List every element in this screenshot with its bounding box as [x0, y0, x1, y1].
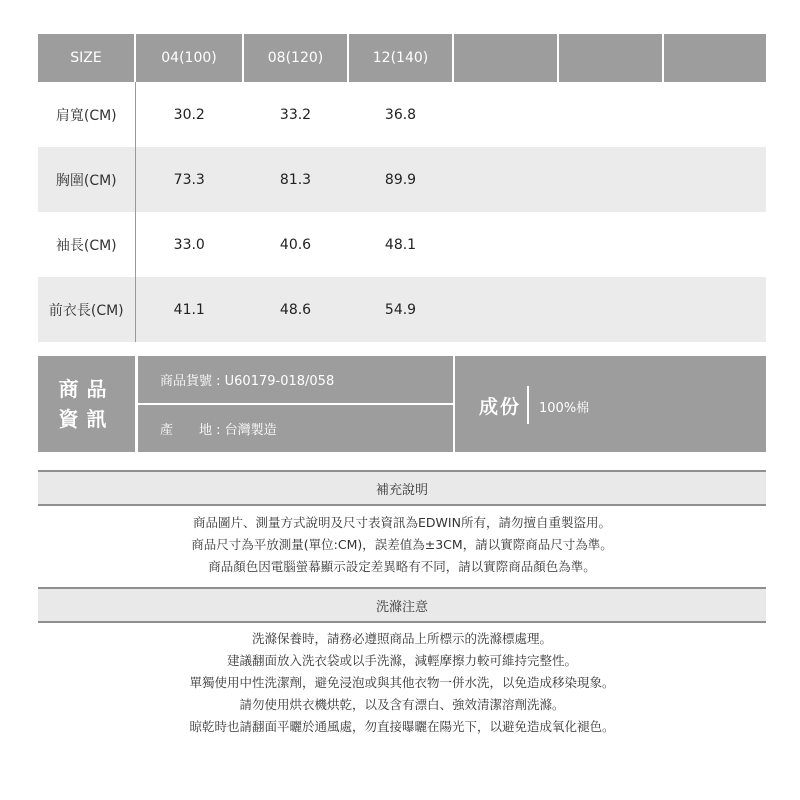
product-origin: 產 地 : 台灣製造 [138, 405, 453, 452]
table-cell: 48.1 [384, 236, 417, 253]
composition-panel [455, 356, 766, 452]
header-cell-size-04: 04(100) [135, 34, 243, 82]
table-cell-empty [558, 212, 663, 277]
supplement-line: 商品尺寸為平放測量(單位:CM)，誤差值為±3CM，請以實際商品尺寸為準。 [191, 537, 613, 552]
table-cell-empty [663, 147, 766, 212]
table-cell: 73.3 [135, 147, 243, 212]
table-cell-empty [558, 82, 663, 147]
table-cell-empty [663, 212, 766, 277]
size-chart-table [38, 34, 766, 342]
table-cell: 54.9 [348, 277, 453, 342]
row-label-front-length: 前衣長(CM) [38, 277, 135, 342]
header-cell-empty [558, 34, 663, 82]
table-cell-empty [453, 212, 558, 277]
table-row [38, 277, 766, 342]
table-cell-empty [453, 277, 558, 342]
supplement-header: 補充說明 [38, 470, 766, 506]
table-cell: 48.6 [243, 277, 348, 342]
product-info-label-line2: 資訊 [58, 407, 115, 431]
supplement-line: 商品圖片、測量方式說明及尺寸表資訊為EDWIN所有，請勿擅自重製盜用。 [193, 515, 611, 530]
washing-line: 洗滌保養時，請務必遵照商品上所標示的洗滌標處理。 [251, 631, 552, 646]
table-cell-empty [558, 147, 663, 212]
row-label-sleeve: 袖長(CM) [55, 237, 117, 254]
product-item-number: 商品貨號 : U60179-018/058 [138, 356, 453, 403]
product-info-block [38, 356, 766, 452]
composition-value: 100%棉 [539, 401, 590, 416]
washing-notes [38, 628, 766, 738]
table-row [38, 212, 766, 277]
composition-divider [527, 386, 529, 424]
table-cell-empty [558, 277, 663, 342]
table-cell-empty [663, 82, 766, 147]
washing-line: 建議翻面放入洗衣袋或以手洗滌，減輕摩擦力較可維持完整性。 [226, 653, 577, 668]
washing-line: 請勿使用烘衣機烘乾，以及含有漂白、強效清潔溶劑洗滌。 [239, 697, 565, 712]
table-cell: 81.3 [243, 147, 348, 212]
table-row [38, 82, 766, 147]
product-info-label [38, 356, 135, 452]
washing-line: 晾乾時也請翻面平曬於通風處，勿直接曝曬在陽光下，以避免造成氧化褪色。 [189, 719, 615, 734]
table-cell-empty [453, 147, 558, 212]
table-cell-empty [663, 277, 766, 342]
washing-header: 洗滌注意 [38, 587, 766, 623]
header-cell-size-12: 12(140) [348, 34, 453, 82]
row-label-shoulder: 肩寬(CM) [55, 107, 117, 124]
table-cell: 33.2 [279, 106, 312, 123]
composition-label: 成份 [479, 396, 522, 418]
table-cell: 40.6 [279, 236, 312, 253]
table-cell: 41.1 [135, 277, 243, 342]
table-cell: 33.0 [135, 212, 243, 277]
supplement-notes [38, 512, 766, 578]
header-cell-size-08: 08(120) [243, 34, 348, 82]
table-cell: 30.2 [135, 82, 243, 147]
header-cell-empty [453, 34, 558, 82]
table-row [38, 147, 766, 212]
header-cell-size: SIZE [38, 34, 135, 82]
size-chart-header-row [38, 34, 766, 82]
table-cell: 89.9 [348, 147, 453, 212]
table-cell: 36.8 [384, 106, 417, 123]
row-label-chest: 胸圍(CM) [38, 147, 135, 212]
washing-line: 單獨使用中性洗潔劑，避免浸泡或與其他衣物一併水洗，以免造成移染現象。 [189, 675, 615, 690]
header-cell-empty [663, 34, 766, 82]
supplement-line: 商品顏色因電腦螢幕顯示設定差異略有不同，請以實際商品顏色為準。 [208, 559, 596, 574]
table-cell-empty [453, 82, 558, 147]
product-info-label-line1: 商品 [58, 377, 115, 401]
